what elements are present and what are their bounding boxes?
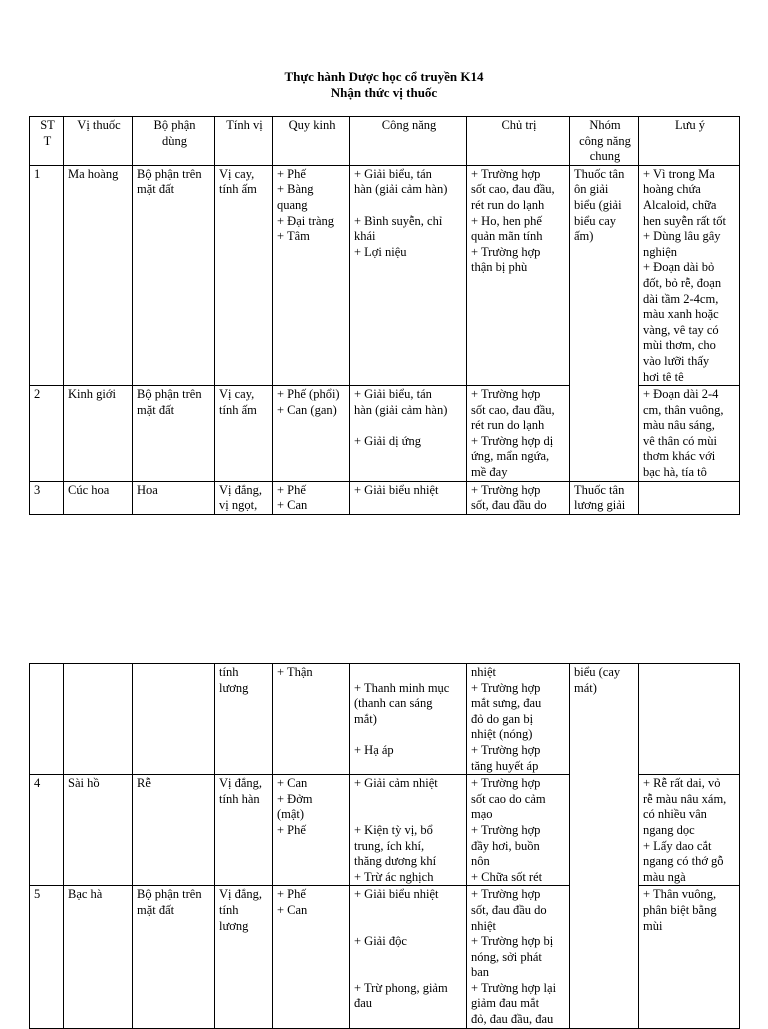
cell-line: lương xyxy=(219,918,249,933)
cell-line: sốt, đau đầu do xyxy=(471,902,547,917)
cell-line: + Giải biểu nhiệt xyxy=(354,482,439,497)
herb-table-page-2 xyxy=(29,663,740,1029)
cell-line: mặt đất xyxy=(137,182,175,197)
cell-stt: 5 xyxy=(30,886,64,1028)
cell-meridian xyxy=(273,481,350,514)
cell-line: mùi xyxy=(643,918,663,933)
cell-line: vị ngọt, xyxy=(219,498,258,513)
cell-name: Bạc hà xyxy=(64,886,133,1028)
cell-line: Alcaloid, chữa xyxy=(643,197,717,212)
cell-line: Rễ xyxy=(137,776,151,791)
cell-line: + Giải độc xyxy=(354,934,407,949)
cell-line: + Ho, hen phế xyxy=(471,213,542,228)
cell-line: Vị đắng, xyxy=(219,887,263,902)
cell-name: Ma hoàng xyxy=(64,165,133,385)
cell-line: + Kiện tỳ vị, bổ xyxy=(354,822,433,837)
cell-line: mặt đất xyxy=(137,902,175,917)
cell-note xyxy=(639,886,740,1028)
cell-line: + Trường hợp xyxy=(471,887,541,902)
cell-indication xyxy=(467,775,570,886)
cell-line: thơm khác với xyxy=(643,449,716,464)
cell-function xyxy=(350,386,467,482)
header-tinh-vi: Tính vị xyxy=(215,117,273,166)
cell-function xyxy=(350,886,467,1028)
cell-taste xyxy=(215,165,273,385)
cell-line: + Đoạn dài bỏ xyxy=(643,260,715,275)
cell-part xyxy=(133,775,215,886)
cell-meridian xyxy=(273,664,350,775)
header-bo-phan: Bộ phận dùng xyxy=(133,117,215,166)
cell-line: + Giải biểu, tán xyxy=(354,387,432,402)
cell-line: + Bình suyễn, chỉ xyxy=(354,213,443,228)
cell-line: + Trường hợp bị xyxy=(471,934,554,949)
cell-line: hàn (giải cảm hàn) xyxy=(354,182,448,197)
cell-line: ngang có thớ gỗ xyxy=(643,854,724,869)
cell-line: trung, ích khí, xyxy=(354,838,425,853)
cell-line: + Trường hợp xyxy=(471,244,541,259)
cell-line: rét run do lạnh xyxy=(471,197,545,212)
cell-line: + Trường hợp xyxy=(471,482,541,497)
cell-meridian xyxy=(273,386,350,482)
cell-line xyxy=(354,418,464,434)
header-quy-kinh: Quy kinh xyxy=(273,117,350,166)
cell-line: quang xyxy=(277,197,308,212)
cell-indication xyxy=(467,664,570,775)
cell-line: ứng, mẩn ngứa, xyxy=(471,449,550,464)
cell-name xyxy=(64,664,133,775)
cell-line: + Trừ ác nghịch xyxy=(354,869,434,884)
cell-line: mùi thơm, cho xyxy=(643,338,716,353)
cell-line: nôn xyxy=(471,854,490,869)
cell-line: vào lưỡi thấy xyxy=(643,353,710,368)
cell-line: bạc hà, tía tô xyxy=(643,465,707,480)
cell-meridian xyxy=(273,775,350,886)
cell-line: hen suyễn rất tốt xyxy=(643,213,726,228)
cell-name: Cúc hoa xyxy=(64,481,133,514)
cell-group xyxy=(570,165,639,481)
cell-line: vàng, vê tay có xyxy=(643,322,719,337)
cell-line: + Bàng xyxy=(277,182,314,197)
cell-line: biểu (giải xyxy=(574,197,622,212)
cell-part xyxy=(133,886,215,1028)
cell-line: + Trường hợp xyxy=(471,387,541,402)
header-row xyxy=(30,117,740,166)
cell-line: Vị cay, xyxy=(219,387,255,402)
cell-line: biểu cay xyxy=(574,213,616,228)
cell-line: ban xyxy=(471,965,490,980)
cell-line: + Trường hợp xyxy=(471,166,541,181)
cell-line: + Đoạn dài 2-4 xyxy=(643,387,719,402)
cell-line: + Phế (phổi) xyxy=(277,387,340,402)
cell-line: tăng huyết áp xyxy=(471,758,539,773)
header-cong-nang: Công năng xyxy=(350,117,467,166)
cell-note xyxy=(639,481,740,514)
cell-line: lương giải xyxy=(574,498,626,513)
cell-line: hoàng chứa xyxy=(643,182,701,197)
cell-note xyxy=(639,775,740,886)
cell-group xyxy=(570,664,639,1029)
cell-line xyxy=(354,727,464,743)
cell-line xyxy=(354,950,464,966)
cell-indication xyxy=(467,386,570,482)
cell-line: ngang dọc xyxy=(643,822,695,837)
cell-line: Thuốc tân xyxy=(574,166,625,181)
cell-line: + Phế xyxy=(277,887,306,902)
cell-indication xyxy=(467,886,570,1028)
cell-group xyxy=(570,481,639,514)
cell-line: nghiện xyxy=(643,244,678,259)
cell-line: + Can xyxy=(277,902,308,917)
header-nhom: Nhóm công năng chung xyxy=(570,117,639,166)
cell-line: rét run do lạnh xyxy=(471,418,545,433)
cell-taste xyxy=(215,481,273,514)
cell-line: + Hạ áp xyxy=(354,742,394,757)
cell-line: + Giải biểu, tán xyxy=(354,166,432,181)
cell-taste xyxy=(215,386,273,482)
cell-stt xyxy=(30,664,64,775)
cell-part xyxy=(133,481,215,514)
cell-line: + Trường hợp lại xyxy=(471,980,557,995)
cell-line: + Giải cảm nhiệt xyxy=(354,776,438,791)
cell-line: + Dùng lâu gây xyxy=(643,229,721,244)
cell-line: + Đởm xyxy=(277,791,313,806)
cell-part xyxy=(133,386,215,482)
cell-line: khái xyxy=(354,229,376,244)
header-luu-y: Lưu ý xyxy=(639,117,740,166)
cell-line: mạo xyxy=(471,807,493,822)
cell-function xyxy=(350,165,467,385)
cell-line: + Lợi niệu xyxy=(354,244,407,259)
cell-line: màu ngà xyxy=(643,869,686,884)
cell-line: + Giải biểu nhiệt xyxy=(354,887,439,902)
cell-note xyxy=(639,386,740,482)
cell-line: sốt cao, đau đầu, xyxy=(471,402,555,417)
cell-line: Thuốc tân xyxy=(574,482,625,497)
cell-line: (thanh can sáng xyxy=(354,696,433,711)
cell-line: lương xyxy=(219,680,249,695)
cell-line: ôn giải xyxy=(574,182,609,197)
title-line-1: Thực hành Dược học cổ truyền K14 xyxy=(284,69,484,84)
cell-indication xyxy=(467,165,570,385)
cell-line: màu nâu sáng, xyxy=(643,418,715,433)
cell-line: giảm đau mắt xyxy=(471,996,540,1011)
cell-line: + Phế xyxy=(277,482,306,497)
cell-indication xyxy=(467,481,570,514)
cell-taste xyxy=(215,775,273,886)
cell-line xyxy=(354,965,464,981)
title-line-2: Nhận thức vị thuốc xyxy=(330,85,438,100)
cell-line: + Phế xyxy=(277,822,306,837)
cell-line: Vị cay, xyxy=(219,166,255,181)
table-row xyxy=(30,165,740,385)
cell-line: đỏ do gan bị xyxy=(471,711,534,726)
cell-line xyxy=(354,919,464,935)
cell-stt: 3 xyxy=(30,481,64,514)
cell-line: cm, thân vuông, xyxy=(643,402,724,417)
cell-line: + Phế xyxy=(277,166,306,181)
cell-line: + Can xyxy=(277,498,308,513)
cell-line: Vị đắng, xyxy=(219,482,263,497)
cell-line: mắt sưng, đau xyxy=(471,696,542,711)
cell-line: + Giải dị ứng xyxy=(354,433,421,448)
cell-line xyxy=(354,792,464,808)
cell-line: mặt đất xyxy=(137,402,175,417)
cell-line: Hoa xyxy=(137,482,158,497)
cell-line: Bộ phận trên xyxy=(137,387,202,402)
cell-note xyxy=(639,664,740,775)
cell-line: có nhiều vân xyxy=(643,807,707,822)
cell-line: + Đại tràng xyxy=(277,213,335,228)
cell-line: nhiệt xyxy=(471,918,496,933)
cell-stt: 2 xyxy=(30,386,64,482)
cell-line: mắt) xyxy=(354,711,377,726)
cell-line: tính xyxy=(219,902,239,917)
cell-taste xyxy=(215,886,273,1028)
cell-line: + Trừ phong, giảm xyxy=(354,980,448,995)
cell-line: Bộ phận trên xyxy=(137,166,202,181)
cell-line: + Trường hợp xyxy=(471,822,541,837)
cell-line: dài tầm 2-4cm, xyxy=(643,291,719,306)
document-title xyxy=(0,69,768,101)
cell-line: + Can (gan) xyxy=(277,402,337,417)
cell-line: + Lấy dao cắt xyxy=(643,838,712,853)
cell-function xyxy=(350,481,467,514)
cell-line: tính xyxy=(219,665,239,679)
cell-line: mát) xyxy=(574,680,597,695)
header-stt: ST T xyxy=(30,117,64,166)
cell-line: rễ màu nâu xám, xyxy=(643,791,727,806)
cell-line: + Trường hợp dị xyxy=(471,433,554,448)
cell-line: + Trường hợp xyxy=(471,742,541,757)
cell-meridian xyxy=(273,165,350,385)
cell-line: thăng dương khí xyxy=(354,854,437,869)
cell-line: + Chữa sốt rét xyxy=(471,869,543,884)
header-vi-thuoc: Vị thuốc xyxy=(64,117,133,166)
cell-line xyxy=(354,198,464,214)
cell-name: Sài hồ xyxy=(64,775,133,886)
cell-note xyxy=(639,165,740,385)
cell-line xyxy=(354,903,464,919)
cell-line: + Vì trong Ma xyxy=(643,166,715,181)
cell-line: + Can xyxy=(277,776,308,791)
cell-function xyxy=(350,775,467,886)
cell-line: sốt cao do cảm xyxy=(471,791,546,806)
cell-line: thận bị phù xyxy=(471,260,528,275)
cell-stt: 1 xyxy=(30,165,64,385)
table-row xyxy=(30,481,740,514)
table-row xyxy=(30,664,740,775)
cell-function xyxy=(350,664,467,775)
cell-line: màu xanh hoặc xyxy=(643,307,719,322)
cell-line: Vị đắng, xyxy=(219,776,263,791)
cell-line: nóng, sởi phát xyxy=(471,949,542,964)
cell-line: sốt, đau đầu do xyxy=(471,498,547,513)
cell-line: + Trường hợp xyxy=(471,776,541,791)
cell-part xyxy=(133,165,215,385)
header-chu-tri: Chủ trị xyxy=(467,117,570,166)
cell-line: đau xyxy=(354,996,373,1011)
cell-line: + Thanh minh mục xyxy=(354,680,450,695)
cell-line: mề đay xyxy=(471,465,508,480)
cell-line: đốt, bỏ rễ, đoạn xyxy=(643,275,722,290)
cell-line: phân biệt bằng xyxy=(643,902,717,917)
cell-line: hàn (giải cảm hàn) xyxy=(354,402,448,417)
cell-line: tính ấm xyxy=(219,402,257,417)
cell-line: biểu (cay xyxy=(574,665,621,679)
cell-line xyxy=(354,807,464,823)
cell-taste xyxy=(215,664,273,775)
cell-line: sốt cao, đau đầu, xyxy=(471,182,555,197)
cell-meridian xyxy=(273,886,350,1028)
cell-line xyxy=(354,665,464,681)
cell-line: vê thân có mùi xyxy=(643,433,717,448)
cell-line: tính ấm xyxy=(219,182,257,197)
cell-line: (mật) xyxy=(277,807,305,822)
cell-line: Bộ phận trên xyxy=(137,887,202,902)
cell-line: ấm) xyxy=(574,229,594,244)
cell-line: hơi tê tê xyxy=(643,369,684,384)
cell-line: + Thân vuông, xyxy=(643,887,717,902)
cell-line: + Thận xyxy=(277,665,313,679)
cell-part xyxy=(133,664,215,775)
cell-line: + Trường hợp xyxy=(471,680,541,695)
cell-stt: 4 xyxy=(30,775,64,886)
cell-line: nhiệt (nóng) xyxy=(471,727,533,742)
cell-line: tính hàn xyxy=(219,791,260,806)
cell-line: đỏ, đau đầu, đau xyxy=(471,1012,554,1027)
cell-line: + Rễ rất dai, vỏ xyxy=(643,776,721,791)
cell-line: quản mãn tính xyxy=(471,229,543,244)
cell-line: + Tâm xyxy=(277,229,310,244)
herb-table-page-1 xyxy=(29,116,740,515)
cell-line: đầy hơi, buồn xyxy=(471,838,540,853)
cell-name: Kinh giới xyxy=(64,386,133,482)
cell-line: nhiệt xyxy=(471,665,496,679)
